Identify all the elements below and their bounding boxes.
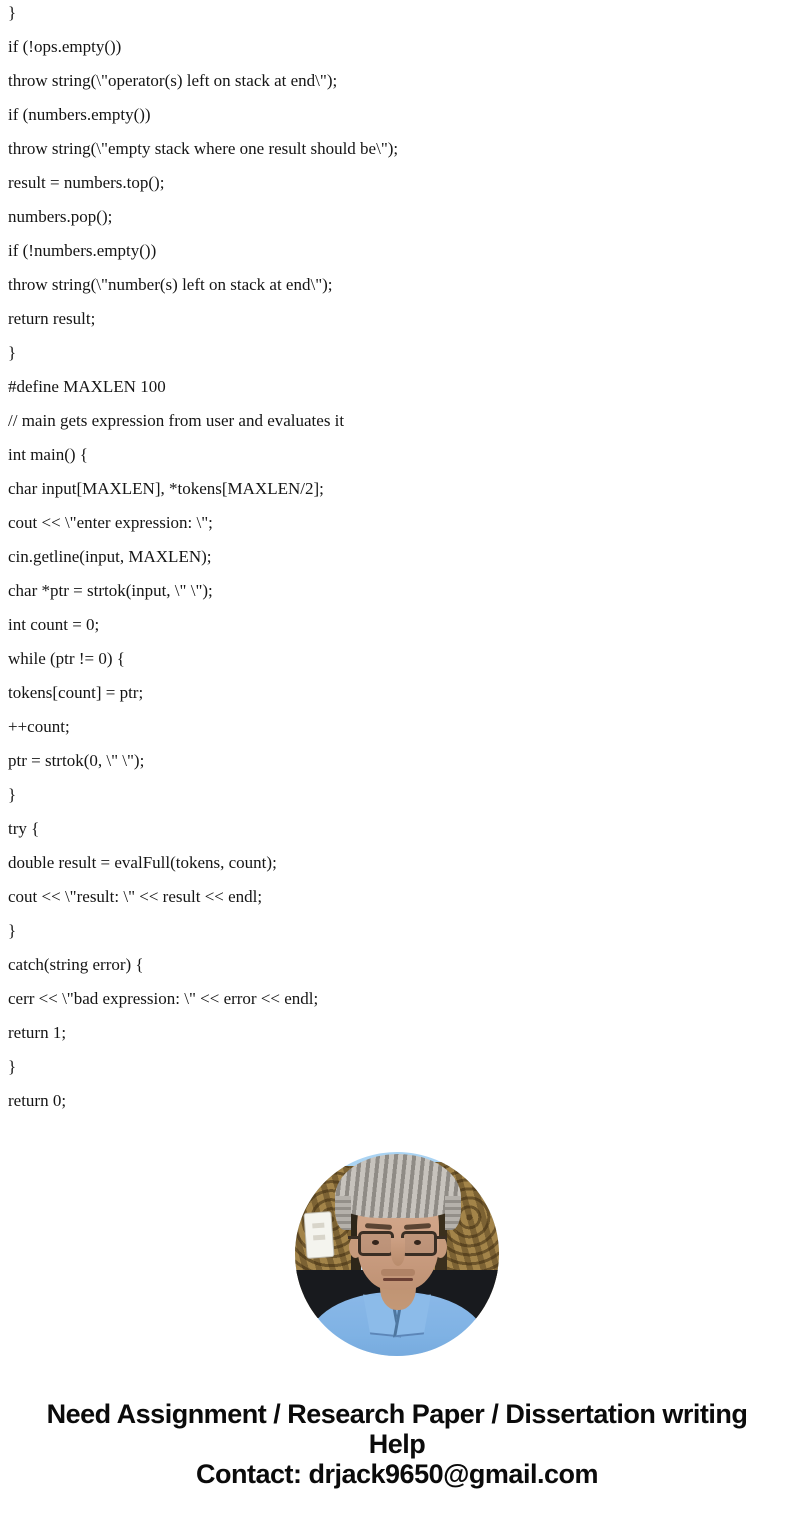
code-line: return result;: [8, 309, 96, 328]
code-line: ptr = strtok(0, \" \");: [8, 751, 145, 770]
avatar-mouth: [383, 1278, 413, 1281]
code-line: int main() {: [8, 445, 88, 464]
avatar-glasses-right-lens: [401, 1231, 437, 1256]
avatar-glasses-temple-right: [435, 1236, 447, 1239]
code-line: throw string(\"empty stack where one result should be\");: [8, 139, 399, 158]
footer: [0, 1399, 794, 1489]
footer-heading: Need Assignment / Research Paper / Dissertation writing Help: [46, 1399, 748, 1459]
code-line: cerr << \"bad expression: \" << error << endl;: [8, 989, 319, 1008]
code-line: catch(string error) {: [8, 955, 144, 974]
code-line: throw string(\"number(s) left on stack at end\");: [8, 275, 333, 294]
avatar-nose: [391, 1238, 405, 1266]
code-block: [8, 0, 788, 1118]
code-line: tokens[count] = ptr;: [8, 683, 144, 702]
code-line: result = numbers.top();: [8, 173, 165, 192]
code-line: char input[MAXLEN], *tokens[MAXLEN/2];: [8, 479, 324, 498]
code-line: cout << \"result: \" << result << endl;: [8, 887, 263, 906]
code-line: }: [8, 921, 17, 940]
code-line: #define MAXLEN 100: [8, 377, 166, 396]
code-line: while (ptr != 0) {: [8, 649, 125, 668]
code-line: throw string(\"operator(s) left on stack at end\");: [8, 71, 338, 90]
avatar-switch-plate: [303, 1211, 334, 1259]
code-line: if (!ops.empty()): [8, 37, 122, 56]
code-line: return 1;: [8, 1023, 67, 1042]
code-line: }: [8, 343, 17, 362]
footer-contact-email: Contact: drjack9650@gmail.com: [196, 1459, 598, 1489]
code-line: int count = 0;: [8, 615, 100, 634]
code-line: }: [8, 3, 17, 22]
code-line: numbers.pop();: [8, 207, 113, 226]
presenter-avatar: [295, 1152, 499, 1356]
code-line: try {: [8, 819, 40, 838]
code-line: if (numbers.empty()): [8, 105, 151, 124]
code-line: cin.getline(input, MAXLEN);: [8, 547, 212, 566]
code-line: double result = evalFull(tokens, count);: [8, 853, 277, 872]
code-line: cout << \"enter expression: \";: [8, 513, 213, 532]
code-line: }: [8, 1057, 17, 1076]
code-line: if (!numbers.empty()): [8, 241, 157, 260]
code-line: ++count;: [8, 717, 70, 736]
avatar-glasses-left-lens: [358, 1231, 394, 1256]
code-line: }: [8, 785, 17, 804]
code-line: char *ptr = strtok(input, \" \");: [8, 581, 213, 600]
code-line: // main gets expression from user and evaluates it: [8, 411, 345, 430]
avatar-glasses-temple-left: [348, 1236, 360, 1239]
avatar-mustache: [381, 1269, 415, 1276]
code-line: return 0;: [8, 1091, 67, 1110]
